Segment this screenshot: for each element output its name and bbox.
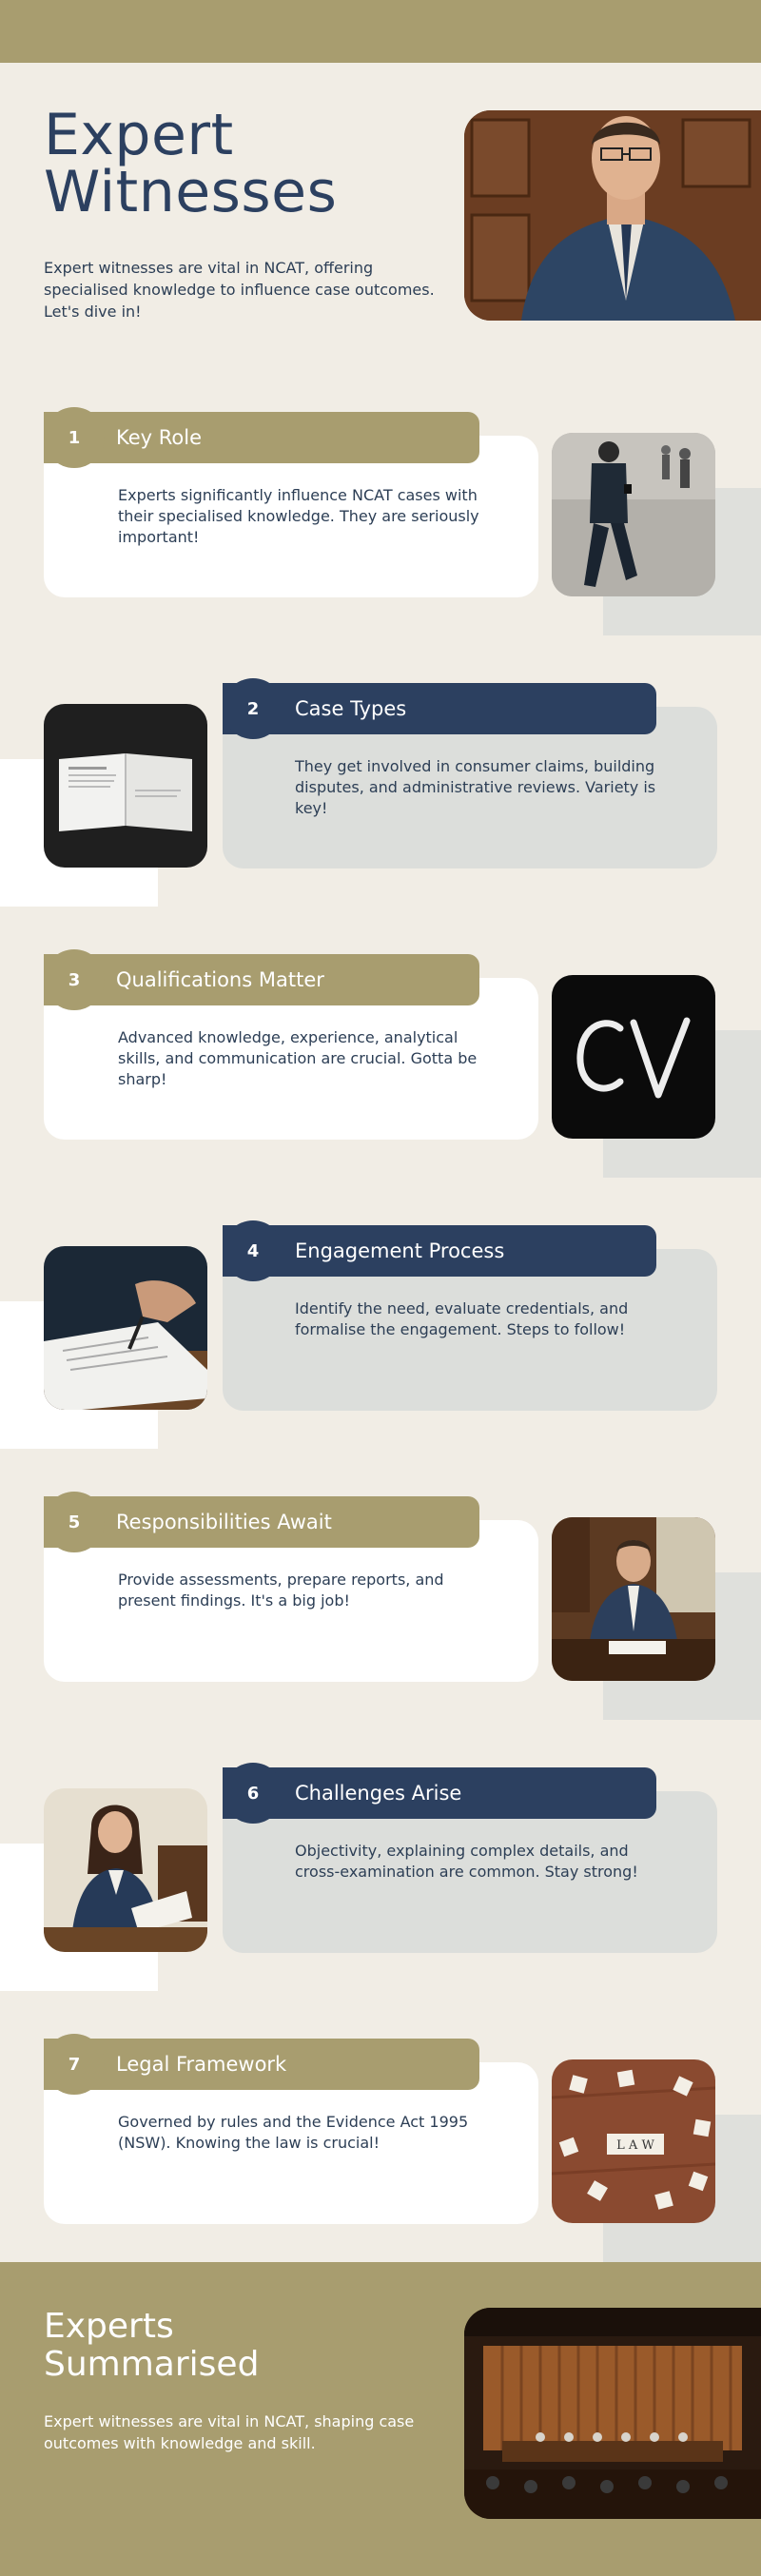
section-number-badge: 5 bbox=[44, 1492, 105, 1552]
section-title: Qualifications Matter bbox=[116, 968, 324, 991]
section-header-challenges bbox=[223, 1767, 656, 1819]
section-text: Experts significantly influence NCAT cases with their specialised knowledge. They are seriously important! bbox=[118, 486, 479, 546]
section-text: Objectivity, explaining complex details, and cross-examination are common. Stay strong! bbox=[295, 1842, 638, 1881]
section-text: Governed by rules and the Evidence Act 1995 (NSW). Knowing the law is crucial! bbox=[118, 2113, 469, 2152]
section-title: Engagement Process bbox=[295, 1239, 505, 1262]
section-number-badge: 3 bbox=[44, 949, 105, 1010]
person-walking-with-phone-photo bbox=[552, 433, 715, 596]
man-writing-at-desk-photo bbox=[552, 1517, 715, 1681]
page-title-line-2: Witnesses bbox=[44, 159, 338, 225]
section-text: Identify the need, evaluate credentials, and formalise the engagement. Steps to follow! bbox=[295, 1299, 629, 1338]
section-title: Challenges Arise bbox=[295, 1782, 462, 1805]
section-title: Responsibilities Await bbox=[116, 1511, 332, 1533]
section-header-engagement bbox=[223, 1225, 656, 1277]
summary-title-line-2: Summarised bbox=[44, 2345, 260, 2384]
summary-text: Expert witnesses are vital in NCAT, shaping case outcomes with knowledge and skill. bbox=[44, 2412, 415, 2452]
section-header-responsibilities bbox=[44, 1496, 479, 1548]
section-title: Case Types bbox=[295, 697, 407, 720]
section-number-badge: 2 bbox=[223, 678, 283, 739]
section-number-badge: 1 bbox=[44, 407, 105, 468]
summary-title bbox=[44, 2308, 259, 2384]
svg-text:L A W: L A W bbox=[616, 2138, 654, 2153]
section-text: Advanced knowledge, experience, analytical skills, and communication are crucial. Gotta be sharp! bbox=[118, 1028, 478, 1088]
section-number-badge: 7 bbox=[44, 2034, 105, 2095]
section-header-qualifications bbox=[44, 954, 479, 1005]
section-header-legal-framework bbox=[44, 2039, 479, 2090]
section-header-key-role bbox=[44, 412, 479, 463]
law-letter-tiles-photo bbox=[552, 2059, 715, 2223]
section-header-case-types bbox=[223, 683, 656, 734]
page-title-line-1: Expert bbox=[44, 102, 234, 168]
expert-portrait-photo bbox=[464, 110, 761, 321]
section-number-badge: 4 bbox=[223, 1220, 283, 1281]
section-title: Key Role bbox=[116, 426, 202, 449]
woman-reading-document-photo bbox=[44, 1788, 207, 1952]
courtroom-photo bbox=[464, 2308, 761, 2519]
summary-title-line-1: Experts bbox=[44, 2307, 174, 2346]
top-banner-bar bbox=[0, 0, 761, 63]
section-text: They get involved in consumer claims, building disputes, and administrative reviews. Variety is key! bbox=[295, 757, 656, 817]
open-book-photo bbox=[44, 704, 207, 868]
intro-text: Expert witnesses are vital in NCAT, offering specialised knowledge to influence case outcomes. Let's dive in! bbox=[44, 259, 435, 321]
section-text: Provide assessments, prepare reports, and present findings. It's a big job! bbox=[118, 1571, 444, 1610]
signing-document-photo bbox=[44, 1246, 207, 1410]
section-title: Legal Framework bbox=[116, 2053, 287, 2076]
cv-chalkboard-photo bbox=[552, 975, 715, 1139]
page-title bbox=[44, 102, 338, 225]
summary-section bbox=[0, 2262, 761, 2576]
section-number-badge: 6 bbox=[223, 1763, 283, 1824]
